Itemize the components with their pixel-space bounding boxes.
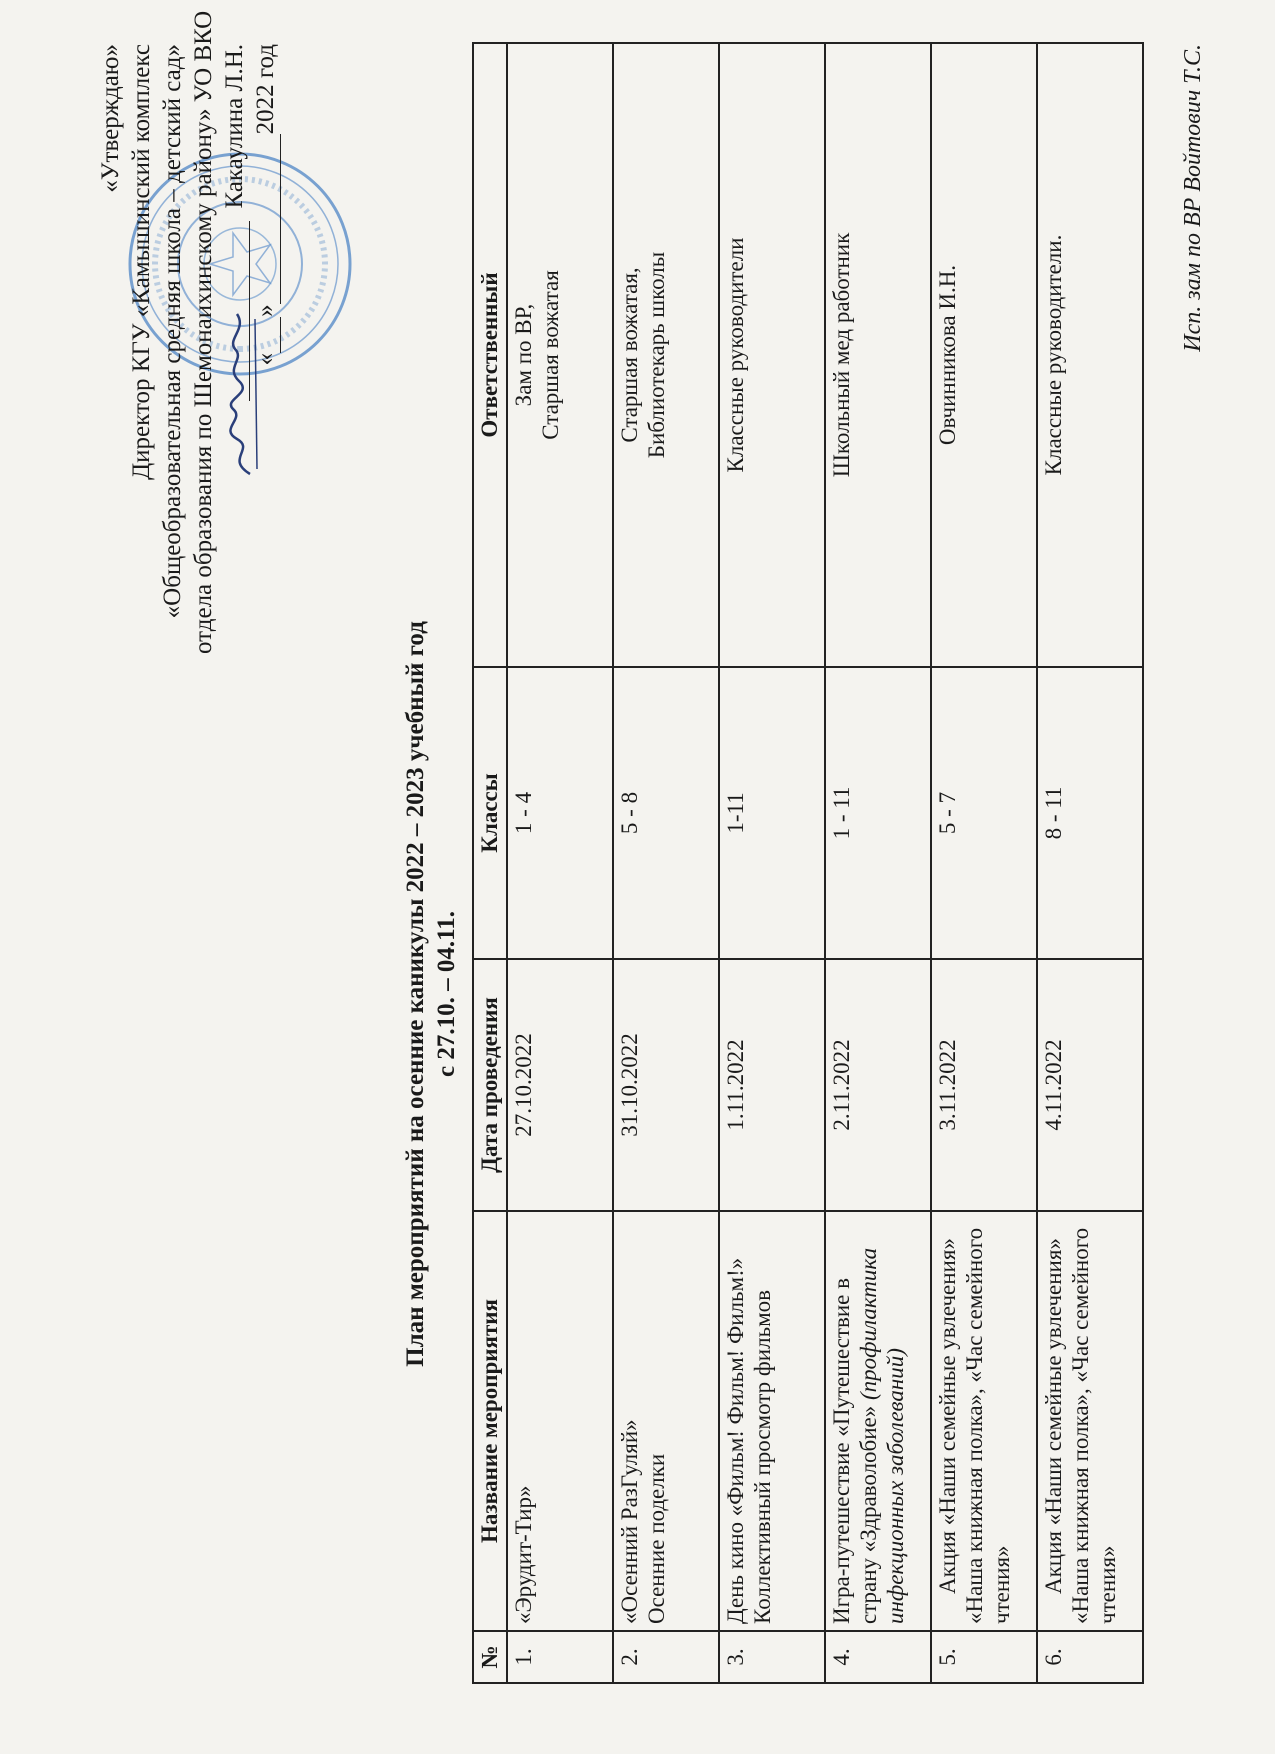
row-name — [931, 1211, 1037, 1631]
row-name-line: Осенние поделки — [644, 1453, 669, 1624]
row-responsible-line: Школьный мед работник — [829, 232, 854, 478]
row-responsible-line: Овчинникова И.Н. — [935, 264, 960, 446]
row-name-line: Акция «Наши семейные увлечения» — [1041, 1238, 1066, 1594]
month-underline — [256, 134, 281, 304]
row-responsible — [825, 43, 931, 667]
row-responsible-line: Классные руководители. — [1041, 234, 1066, 476]
table-header-row — [473, 43, 507, 1683]
header-date: Дата проведения — [473, 959, 507, 1211]
header-name: Название мероприятия — [473, 1211, 507, 1631]
row-classes: 1 - 11 — [825, 667, 931, 959]
approval-line-2: «Общеобразовательная средняя школа – детский сад» — [159, 44, 186, 619]
row-responsible-line: Зам по ВР, — [511, 303, 536, 407]
signature-underline — [225, 221, 250, 401]
table-row — [931, 43, 1037, 1683]
row-name-line: Акция «Наши семейные увлечения» — [935, 1238, 960, 1594]
row-classes: 5 - 7 — [931, 667, 1037, 959]
footer-executor: Исп. зам по ВР Войтович Т.С. — [1180, 44, 1206, 352]
header-num: № — [473, 1631, 507, 1683]
row-responsible — [507, 43, 613, 667]
row-name-line: Игра-путешествие «Путешествие в страну «Здраволобие» — [829, 1278, 881, 1624]
table-row — [1037, 43, 1143, 1683]
row-responsible-line: Классные руководители — [723, 237, 748, 473]
approval-date-line — [250, 44, 281, 654]
row-num: 2. — [613, 1631, 719, 1683]
approval-line-3: отдела образования по Шемонаихинскому району» УО ВКО — [190, 10, 217, 654]
header-responsible: Ответственный — [473, 43, 507, 667]
row-classes: 5 - 8 — [613, 667, 719, 959]
row-classes: 1 - 4 — [507, 667, 613, 959]
row-num: 1. — [507, 1631, 613, 1683]
row-name — [825, 1211, 931, 1631]
approval-approve: «Утверждаю» — [97, 44, 124, 193]
row-date: 3.11.2022 — [931, 959, 1037, 1211]
row-num: 6. — [1037, 1631, 1143, 1683]
row-name-line: «Эрудит-Тир» — [511, 1485, 536, 1624]
row-num: 5. — [931, 1631, 1037, 1683]
day-underline — [256, 317, 281, 353]
approval-year: 2022 год — [252, 44, 279, 135]
row-num: 4. — [825, 1631, 931, 1683]
row-name — [613, 1211, 719, 1631]
row-date: 4.11.2022 — [1037, 959, 1143, 1211]
row-name — [507, 1211, 613, 1631]
row-name-line: «Наша книжная полка», «Час семейного чтения» — [962, 1227, 1014, 1624]
date-quote-open: « — [252, 352, 279, 366]
row-classes: 8 - 11 — [1037, 667, 1143, 959]
row-responsible — [1037, 43, 1143, 667]
row-num: 3. — [719, 1631, 825, 1683]
row-date: 27.10.2022 — [507, 959, 613, 1211]
row-name — [1037, 1211, 1143, 1631]
table-row — [825, 43, 931, 1683]
approval-block — [95, 10, 281, 654]
approval-line-1: Директор КГУ «Камышинский комплекс — [128, 44, 155, 480]
plan-title — [400, 234, 462, 1754]
row-responsible-line: Библиотекарь школы — [644, 251, 669, 459]
plan-title-line-1: План мероприятий на осенние каникулы 2022 – 2023 учебный год — [402, 621, 429, 1367]
row-name-italic: (профилактика инфекционных заболеваний) — [856, 1247, 908, 1624]
row-date: 1.11.2022 — [719, 959, 825, 1211]
row-name-line: «Наша книжная полка», «Час семейного чтения» — [1068, 1227, 1120, 1624]
row-classes: 1-11 — [719, 667, 825, 959]
events-table — [472, 42, 1144, 1684]
row-date: 2.11.2022 — [825, 959, 931, 1211]
table-row — [507, 43, 613, 1683]
date-quote-close: » — [252, 304, 279, 317]
row-responsible-line: Старшая вожатая, — [617, 267, 642, 443]
row-name-line: Коллективный просмотр фильмов — [750, 1290, 775, 1624]
row-name — [719, 1211, 825, 1631]
row-name-line: «Осенний РазГуляй» — [617, 1419, 642, 1624]
table-row — [613, 43, 719, 1683]
approval-signer: Какаулина Л.Н. — [221, 44, 248, 209]
plan-title-line-2: с 27.10. – 04.11. — [433, 911, 460, 1077]
row-responsible — [719, 43, 825, 667]
row-responsible-line: Старшая вожатая — [538, 270, 563, 440]
row-name-line: День кино «Фильм! Фильм! Фильм!» — [723, 1257, 748, 1624]
row-responsible — [613, 43, 719, 667]
row-date: 31.10.2022 — [613, 959, 719, 1211]
table-row — [719, 43, 825, 1683]
row-responsible — [931, 43, 1037, 667]
approval-signer-line — [219, 44, 250, 654]
header-classes: Классы — [473, 667, 507, 959]
